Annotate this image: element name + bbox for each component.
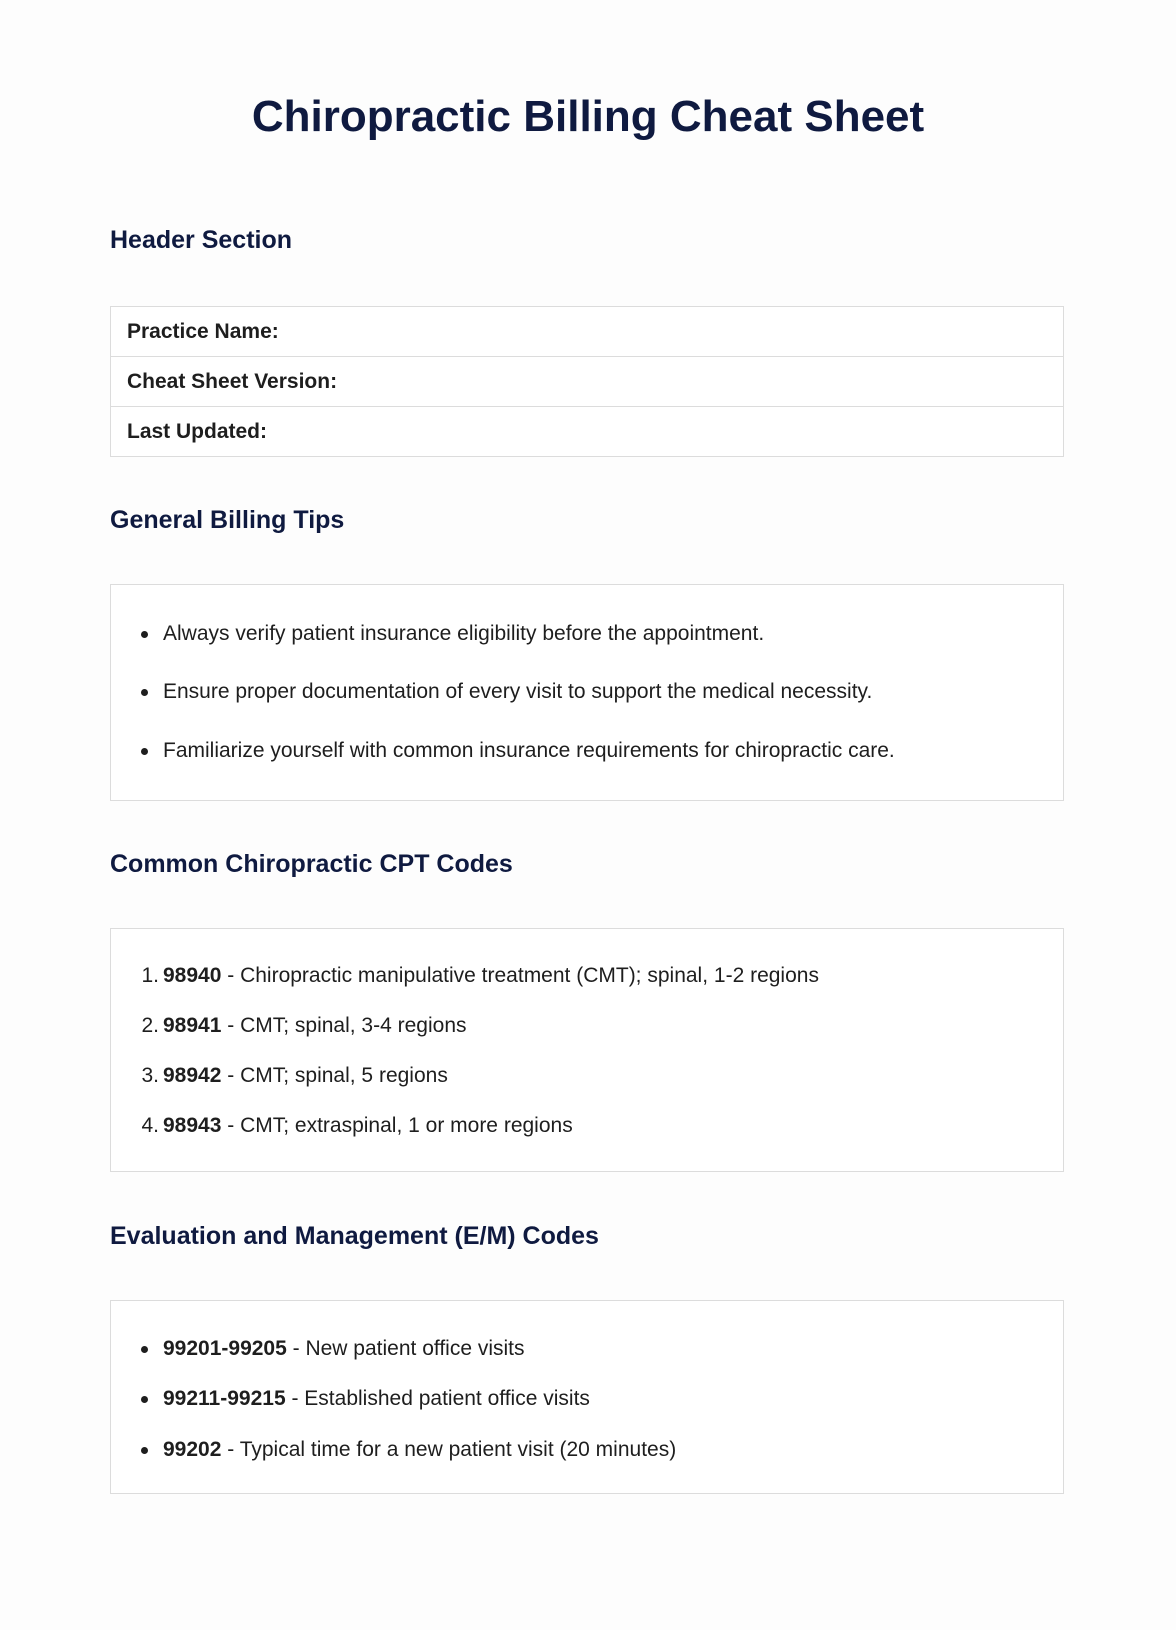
em-codes-heading: Evaluation and Management (E/M) Codes bbox=[110, 1222, 599, 1250]
bullet-icon bbox=[141, 748, 148, 755]
list-item: 2. 98941 - CMT; spinal, 3-4 regions bbox=[141, 1014, 467, 1037]
header-fields-table bbox=[110, 306, 1064, 457]
bullet-icon bbox=[141, 689, 148, 696]
list-item: Familiarize yourself with common insurance requirements for chiropractic care. bbox=[163, 738, 895, 764]
cpt-codes-box bbox=[110, 928, 1064, 1172]
practice-name-field: Practice Name: bbox=[111, 307, 1063, 357]
bullet-icon bbox=[141, 1346, 148, 1353]
list-item: 99202 - Typical time for a new patient visit (20 minutes) bbox=[163, 1437, 676, 1463]
version-field: Cheat Sheet Version: bbox=[111, 357, 1063, 407]
list-item: 99201-99205 - New patient office visits bbox=[163, 1336, 525, 1362]
bullet-icon bbox=[141, 1396, 148, 1403]
list-item: Always verify patient insurance eligibility before the appointment. bbox=[163, 621, 764, 647]
list-item: 3. 98942 - CMT; spinal, 5 regions bbox=[141, 1064, 448, 1087]
list-item: Ensure proper documentation of every visit to support the medical necessity. bbox=[163, 679, 872, 705]
header-section-heading: Header Section bbox=[110, 226, 293, 254]
page-title: Chiropractic Billing Cheat Sheet bbox=[251, 92, 925, 141]
bullet-icon bbox=[141, 1447, 148, 1454]
list-item: 4. 98943 - CMT; extraspinal, 1 or more regions bbox=[141, 1114, 573, 1137]
list-item: 1. 98940 - Chiropractic manipulative treatment (CMT); spinal, 1-2 regions bbox=[141, 964, 819, 987]
last-updated-field: Last Updated: bbox=[127, 420, 268, 443]
bullet-icon bbox=[141, 631, 148, 638]
general-tips-box bbox=[110, 584, 1064, 801]
general-tips-heading: General Billing Tips bbox=[110, 506, 345, 534]
em-codes-box bbox=[110, 1300, 1064, 1494]
list-item: 99211-99215 - Established patient office visits bbox=[163, 1386, 590, 1412]
cpt-codes-heading: Common Chiropractic CPT Codes bbox=[110, 850, 513, 878]
